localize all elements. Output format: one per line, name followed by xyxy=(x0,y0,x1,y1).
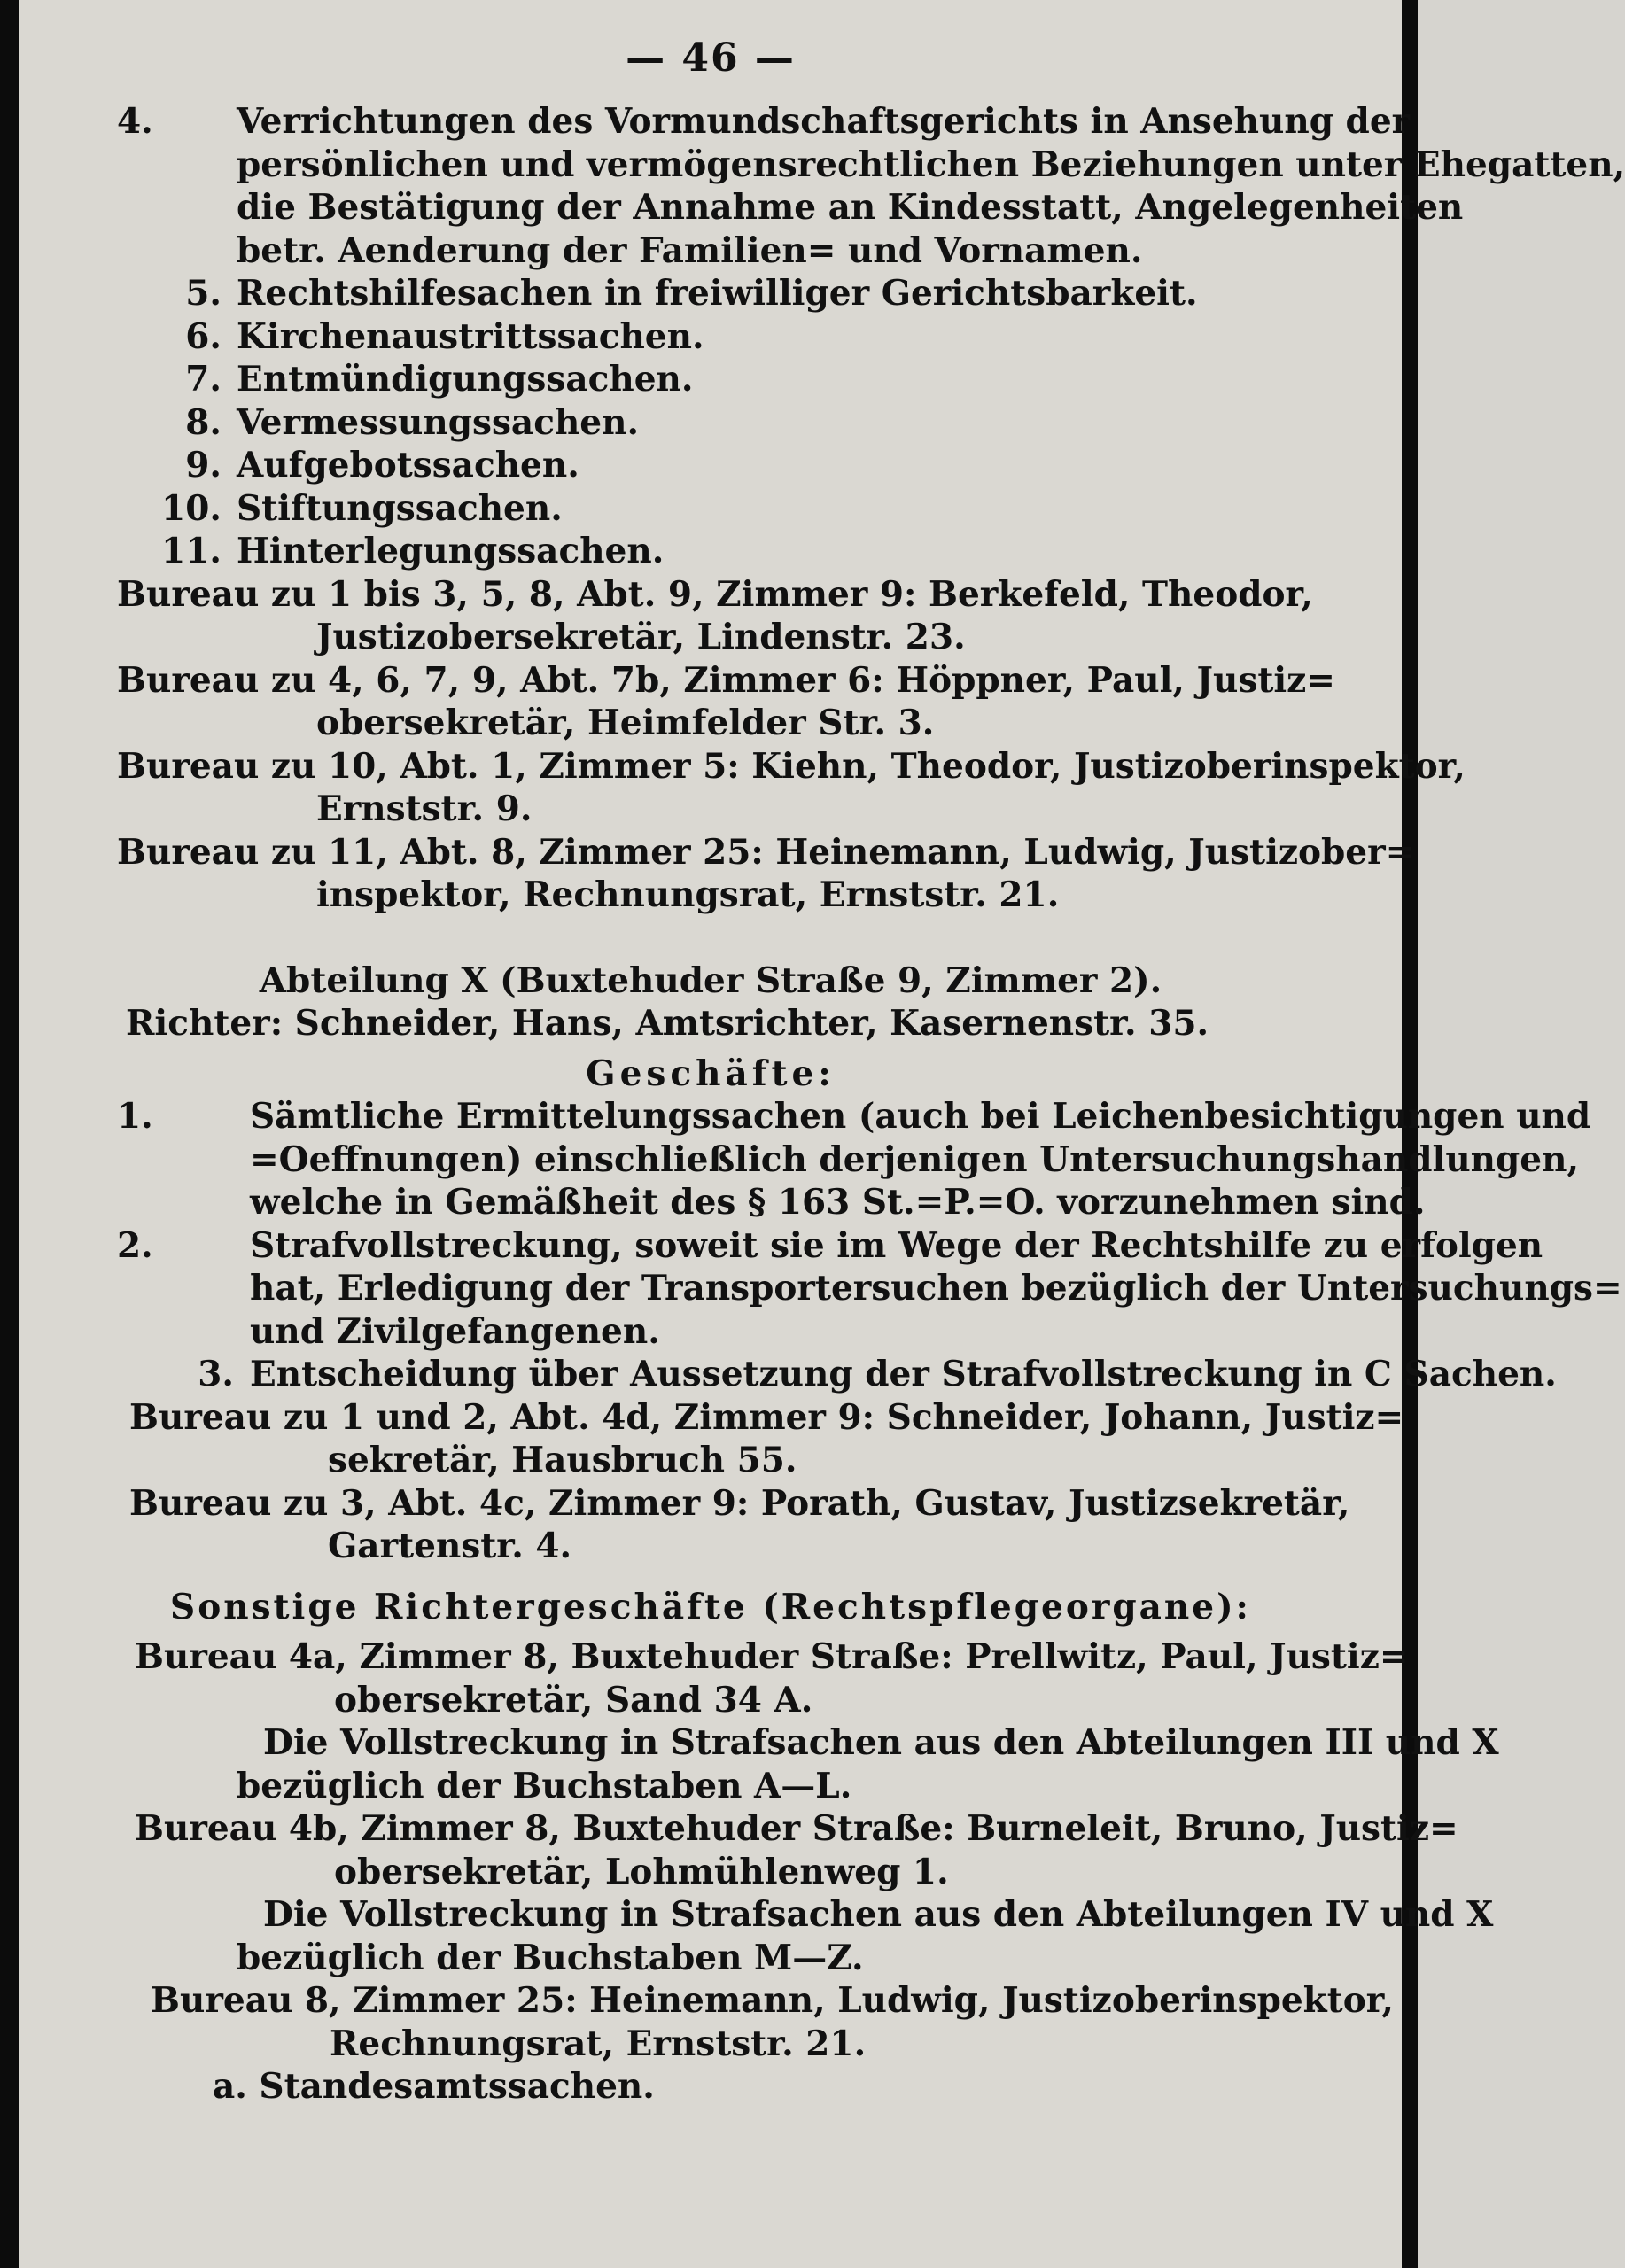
list-item: 1. Sämtliche Ermittelungssachen (auch bei Leichenbesichtigungen und xyxy=(117,1096,1591,1137)
bureau-entry-cont: Rechnungsrat, Ernststr. 21. xyxy=(330,2023,867,2064)
judge-line: Richter: Schneider, Hans, Amtsrichter, Kasernenstr. 35. xyxy=(126,1003,1209,1044)
list-item-cont: persönlichen und vermögensrechtlichen Beziehungen unter Ehegatten, xyxy=(237,144,1625,185)
bureau-note: Die Vollstreckung in Strafsachen aus den Abteilungen III und X xyxy=(263,1722,1499,1763)
list-item: 6. Kirchenaustrittssachen. xyxy=(185,315,704,357)
section-heading: Abteilung X (Buxtehuder Straße 9, Zimmer 2). xyxy=(259,959,1162,1001)
bureau-entry: Bureau zu 3, Abt. 4c, Zimmer 9: Porath, Gustav, Justizsekretär, xyxy=(129,1482,1350,1524)
list-item-cont: hat, Erledigung der Transportersuchen bezüglich der Untersuchungs= xyxy=(250,1268,1622,1309)
bureau-entry-cont: Gartenstr. 4. xyxy=(328,1526,572,1566)
list-item: 4. Verrichtungen des Vormundschaftsgerichts in Ansehung der xyxy=(117,101,1411,142)
page-number: — 46 — xyxy=(626,35,796,81)
list-item: 3. Entscheidung über Aussetzung der Strafvollstreckung in C Sachen. xyxy=(198,1354,1557,1394)
bureau-entry: Bureau zu 10, Abt. 1, Zimmer 5: Kiehn, Theodor, Justizoberinspektor, xyxy=(117,745,1466,787)
task-list-2 xyxy=(117,1095,1622,1396)
bureau-entry-cont: Justizobersekretär, Lindenstr. 23. xyxy=(316,617,966,657)
list-item-cont: =Oeffnungen) einschließlich derjenigen Untersuchungshandlungen, xyxy=(250,1138,1580,1180)
bureau-4a xyxy=(117,1635,1499,1807)
bureau-entry-cont: obersekretär, Heimfelder Str. 3. xyxy=(316,703,935,743)
list-item: 2. Strafvollstreckung, soweit sie im Wege der Rechtshilfe zu erfolgen xyxy=(117,1224,1543,1266)
list-item: 9. Aufgebotssachen. xyxy=(185,445,579,485)
list-item: 8. Vermessungssachen. xyxy=(185,401,640,443)
sub-item-a: a. Standesamtssachen. xyxy=(213,2066,655,2107)
bureau-entry: Bureau zu 4, 6, 7, 9, Abt. 7b, Zimmer 6: Höppner, Paul, Justiz= xyxy=(117,659,1335,701)
list-item: 11. Hinterlegungssachen. xyxy=(161,531,665,571)
bureau-note: Die Vollstreckung in Strafsachen aus den Abteilungen IV und X xyxy=(263,1894,1494,1935)
list-item-cont: betr. Aenderung der Familien= und Vornamen. xyxy=(237,229,1143,271)
bureau-note-cont: bezüglich der Buchstaben A—L. xyxy=(237,1765,852,1806)
bureau-entry: Bureau 8, Zimmer 25: Heinemann, Ludwig, Justizoberinspektor, xyxy=(151,1980,1395,2021)
list-item-cont: die Bestätigung der Annahme an Kindesstatt, Angelegenheiten xyxy=(237,187,1464,228)
subsection-heading: Geschäfte: xyxy=(586,1052,836,1094)
bureau-entry: Bureau zu 11, Abt. 8, Zimmer 25: Heinemann, Ludwig, Justizober= xyxy=(117,831,1415,873)
bureau-entry-cont: Ernststr. 9. xyxy=(316,788,533,829)
list-item-cont: welche in Gemäßheit des § 163 St.=P.=O. vorzunehmen sind. xyxy=(250,1182,1426,1223)
task-list-1 xyxy=(117,100,1625,573)
bureau-entry: Bureau zu 1 und 2, Abt. 4d, Zimmer 9: Schneider, Johann, Justiz= xyxy=(129,1396,1404,1438)
bureau-note-cont: bezüglich der Buchstaben M—Z. xyxy=(237,1937,864,1978)
bureau-entry-cont: inspektor, Rechnungsrat, Ernststr. 21. xyxy=(316,874,1060,915)
list-item: 7. Entmündigungssachen. xyxy=(185,359,694,400)
bureau-4b xyxy=(117,1807,1494,1979)
bureau-8 xyxy=(117,1979,1395,2109)
bureau-entry: Bureau 4b, Zimmer 8, Buxtehuder Straße: Burneleit, Bruno, Justiz= xyxy=(135,1808,1458,1849)
bureau-list-1 xyxy=(117,573,1466,917)
bureau-list-2 xyxy=(117,1396,1404,1568)
bureau-entry-cont: obersekretär, Sand 34 A. xyxy=(334,1679,813,1720)
list-item: 10. Stiftungssachen. xyxy=(161,487,563,529)
list-item: 5. Rechtshilfesachen in freiwilliger Gerichtsbarkeit. xyxy=(185,273,1198,314)
bureau-entry-cont: sekretär, Hausbruch 55. xyxy=(328,1440,797,1480)
bureau-entry: Bureau zu 1 bis 3, 5, 8, Abt. 9, Zimmer 9: Berkefeld, Theodor, xyxy=(117,573,1313,615)
bureau-entry: Bureau 4a, Zimmer 8, Buxtehuder Straße: Prellwitz, Paul, Justiz= xyxy=(135,1636,1409,1677)
bureau-entry-cont: obersekretär, Lohmühlenweg 1. xyxy=(334,1851,949,1892)
list-item-cont: und Zivilgefangenen. xyxy=(250,1310,660,1352)
section-heading-sonstige: Sonstige Richtergeschäfte (Rechtspflegeorgane): xyxy=(170,1586,1251,1627)
